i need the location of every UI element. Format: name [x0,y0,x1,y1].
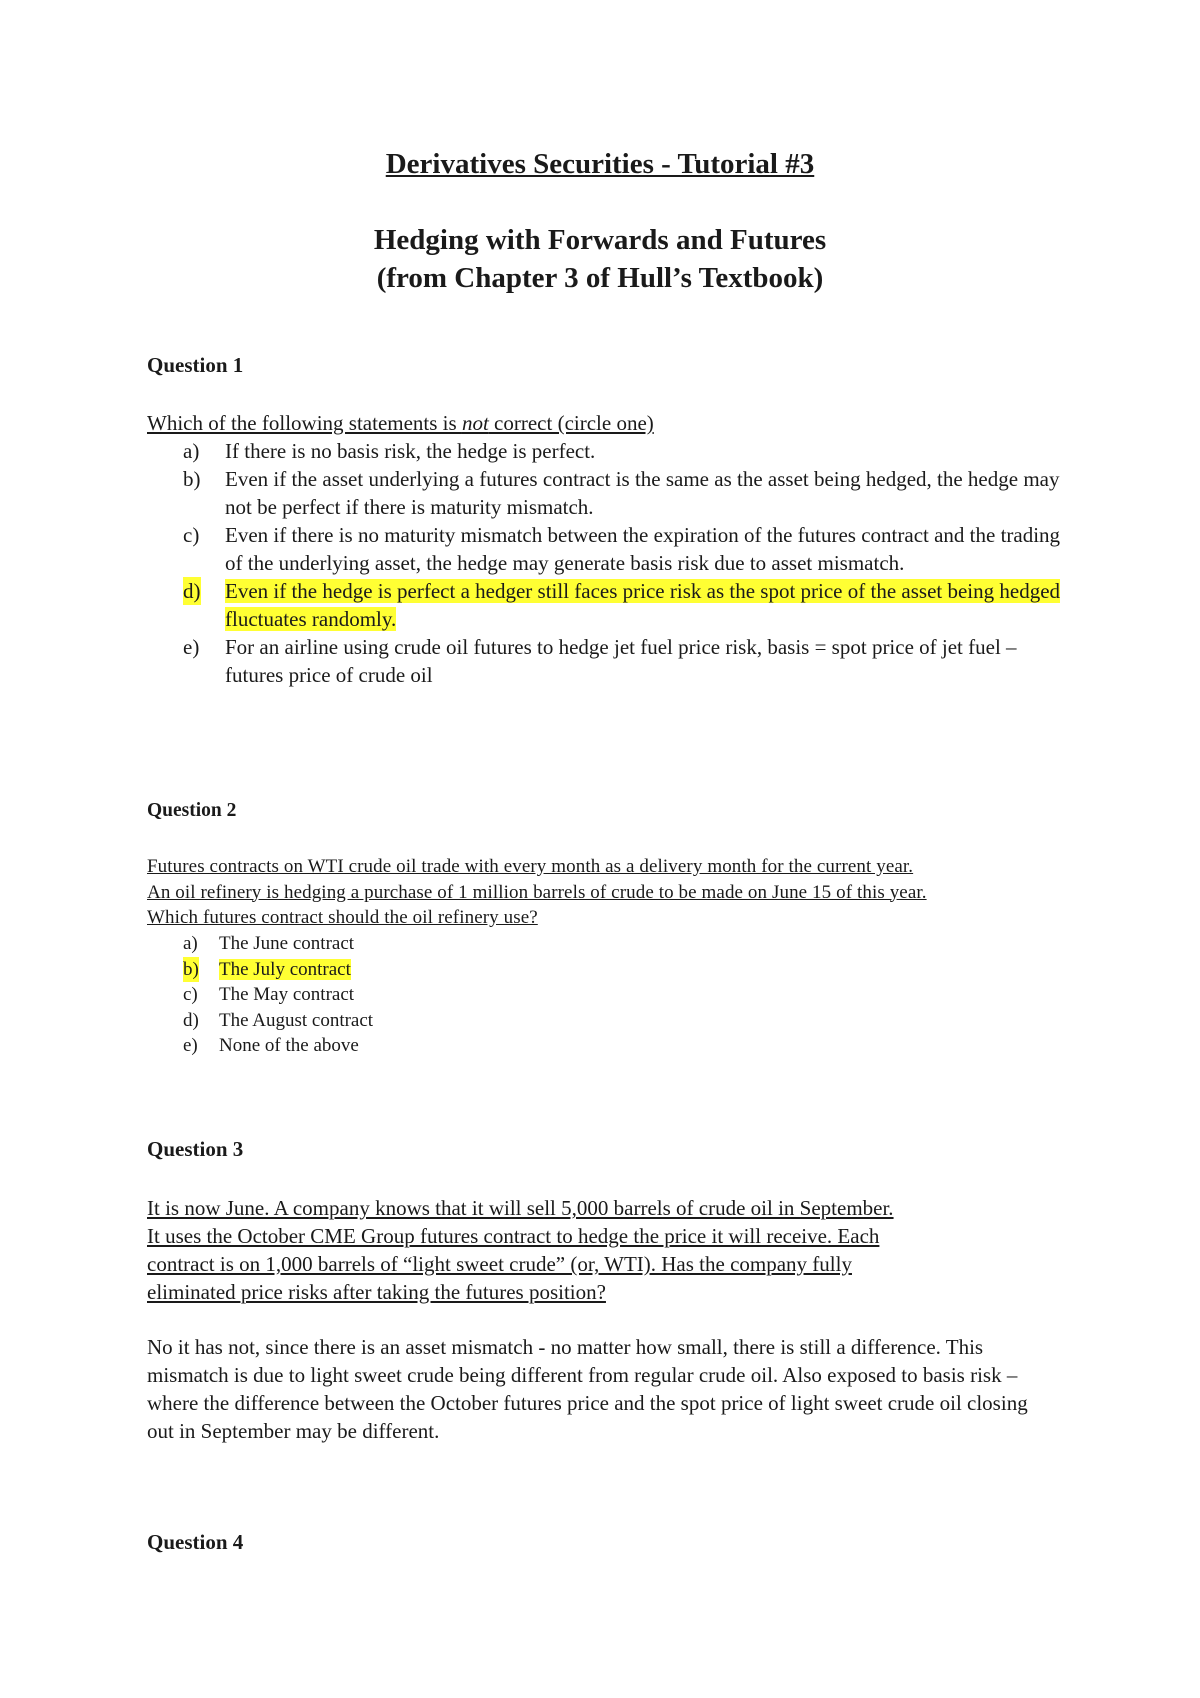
option-text-highlighted: Even if the hedge is perfect a hedger still faces price risk as the spot price of the asset being hedged fluctuates randomly. [225,579,1061,631]
option-text: If there is no basis risk, the hedge is perfect. [225,439,596,463]
question-1-prompt-start: Which of the following statements is [147,411,462,435]
question-2-option-d[interactable] [147,1008,373,1034]
question-1-option-e[interactable] [147,633,1077,689]
option-text: None of the above [219,1035,359,1056]
option-letter: b) [183,957,199,983]
question-1-option-b[interactable] [147,465,1077,521]
question-3-answer: No it has not, since there is an asset mismatch - no matter how small, there is still a difference. This mismatch is due to light sweet crude being different from regular crude oil. Also exposed to basis risk – where the difference between the October futures price and the spot price of light sweet crude oil closing out in September may be different. [147,1335,1028,1443]
question-3-prompt-line: It uses the October CME Group futures contract to hedge the price it will receive. Each [147,1224,880,1248]
question-2-prompt-line: An oil refinery is hedging a purchase of 1 million barrels of crude to be made on June 15 of this year. [147,881,927,903]
option-letter: e) [183,1035,198,1056]
question-3-prompt-line: It is now June. A company knows that it will sell 5,000 barrels of crude oil in September. [147,1196,894,1220]
question-2-prompt-line: Futures contracts on WTI crude oil trade with every month as a delivery month for the current year. [147,856,914,877]
option-letter: c) [183,984,198,1005]
option-text: The August contract [219,1009,374,1031]
option-text: Even if there is no maturity mismatch between the expiration of the futures contract and the trading of the underlying asset, the hedge may generate basis risk due to asset mismatch. [225,523,1061,575]
option-letter: e) [183,635,200,659]
option-letter: d) [183,579,201,603]
question-1-option-c[interactable] [147,521,1077,577]
option-letter: a) [183,439,200,463]
question-2-option-e[interactable] [147,1033,373,1059]
question-2-options [147,931,373,1059]
question-2-option-c[interactable] [147,982,373,1008]
question-1-options [147,437,1077,689]
question-3-heading: Question 3 [147,1137,244,1161]
question-1-prompt [147,409,654,437]
option-text: For an airline using crude oil futures to hedge jet fuel price risk, basis = spot price of jet fuel – futures price of crude oil [225,635,1017,687]
option-text: The June contract [219,933,355,954]
option-text: The May contract [219,984,355,1005]
question-2-prompt [147,854,927,931]
question-1-heading: Question 1 [147,353,244,377]
option-letter: b) [183,467,201,491]
question-4-heading: Question 4 [147,1530,244,1554]
option-letter: a) [183,933,198,954]
question-1-option-a[interactable] [147,437,1077,465]
question-2-option-b-highlighted[interactable] [147,957,373,983]
question-1-prompt-emphasis: not [461,411,489,435]
question-2-prompt-line: Which futures contract should the oil refinery use? [147,907,538,928]
document-title: Derivatives Securities - Tutorial #3 [385,148,815,180]
option-text: Even if the asset underlying a futures contract is the same as the asset being hedged, the hedge may not be perfect if there is maturity mismatch. [225,467,1060,519]
document-subtitle-line1: Hedging with Forwards and Futures [373,224,827,256]
document-subtitle-line2: (from Chapter 3 of Hull’s Textbook) [376,262,824,294]
option-letter: d) [183,1009,199,1031]
question-2-heading: Question 2 [147,800,237,821]
question-1-option-d-highlighted[interactable] [147,577,1077,633]
question-3-prompt-line: eliminated price risks after taking the futures position? [147,1280,606,1304]
question-3-prompt [147,1194,894,1306]
option-text-highlighted: The July contract [219,958,351,980]
option-letter: c) [183,523,200,547]
question-3-prompt-line: contract is on 1,000 barrels of “light sweet crude” (or, WTI). Has the company fully [147,1252,852,1276]
question-2-option-a[interactable] [147,931,373,957]
question-1-prompt-end: correct (circle one) [488,411,654,435]
